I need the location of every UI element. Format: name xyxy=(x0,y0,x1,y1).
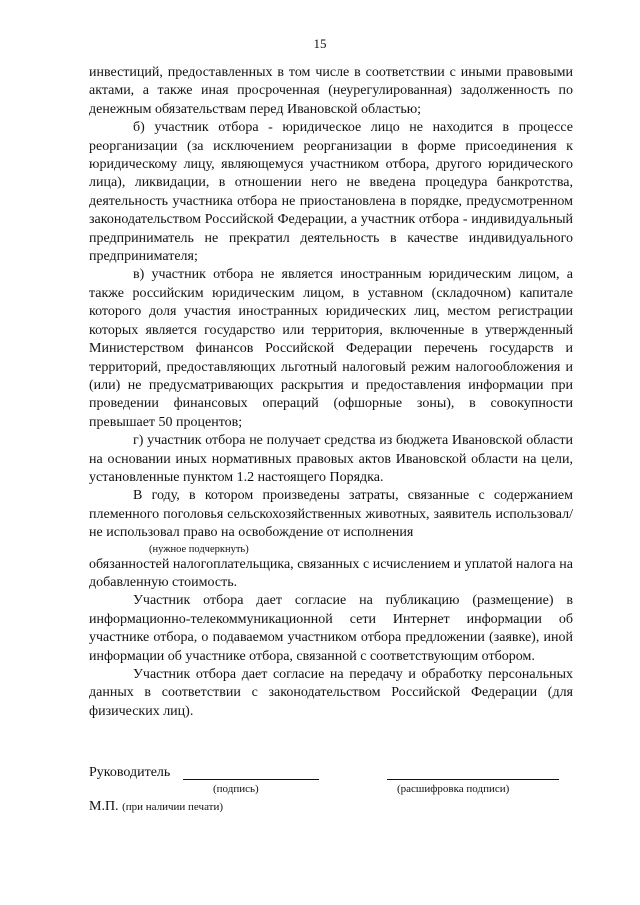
paragraph-consent-publication: Участник отбора дает согласие на публикацию (размещение) в информационно-телекоммуникационной сети Интернет информации об участнике отбора, о подаваемом участником отбора предложении (заявке), иной информации об участнике отбора, связанной с соответствующим отбором. xyxy=(89,593,573,664)
paragraph-b: б) участник отбора - юридическое лицо не находится в процессе реорганизации (за исключением реорганизации в форме присоединения к юридическому лицу, являющемуся участником отбора, другого юридического лица), ликвидации, в отношении него не введена процедура банкротства, деятельность участника отбора не приостановлена в порядке, предусмотренном законодательством Российской Федерации, а участник отбора - индивидуальный предприниматель не прекратил деятельность в качестве индивидуального предпринимателя; xyxy=(89,120,573,265)
signature-line xyxy=(183,779,319,780)
paragraph-vat-obligations: обязанностей налогоплательщика, связанных с исчислением и уплатой налога на добавленную стоимость. xyxy=(89,556,573,590)
stamp-label: М.П. xyxy=(89,799,119,814)
stamp-placeholder xyxy=(89,799,223,815)
stamp-note: (при наличии печати) xyxy=(122,801,224,813)
signature-decode-note: (расшифровка подписи) xyxy=(397,783,510,795)
paragraph-investments: инвестиций, предоставленных в том числе в соответствии с иными правовыми актами, а также иная просроченная (неурегулированная) задолженность по денежным обязательствам перед Ивановской областью; xyxy=(89,65,573,117)
signature-decode-line xyxy=(387,779,559,780)
page-number: 15 xyxy=(313,36,327,51)
signature-role: Руководитель xyxy=(89,765,171,780)
document-body xyxy=(89,64,573,721)
paragraph-vat-year: В году, в котором произведены затраты, связанные с содержанием племенного поголовья сельскохозяйственных животных, заявитель использовал/не использовал право на освобождение от исполнения xyxy=(89,488,573,541)
underline-note: (нужное подчеркнуть) xyxy=(149,543,249,555)
paragraph-g: г) участник отбора не получает средства из бюджета Ивановской области на основании иных нормативных правовых актов Ивановской области на цели, установленные пунктом 1.2 настоящего Порядка. xyxy=(89,433,573,485)
paragraph-v: в) участник отбора не является иностранным юридическим лицом, а также российским юридическим лицом, в уставном (складочном) капитале которого доля участия иностранных юридических лиц, местом регистрации которых является государство или территория, включенные в утвержденный Министерством финансов Российской Федерации перечень государств и территорий, предоставляющих льготный налоговый режим налогообложения и (или) не предусматривающих раскрытия и предоставления информации при проведении финансовых операций (офшорные зоны), в совокупности превышает 50 процентов; xyxy=(89,267,573,430)
paragraph-consent-personal-data: Участник отбора дает согласие на передачу и обработку персональных данных в соответствии с законодательством Российской Федерации (для физических лиц). xyxy=(89,667,573,719)
signature-note: (подпись) xyxy=(213,783,259,795)
